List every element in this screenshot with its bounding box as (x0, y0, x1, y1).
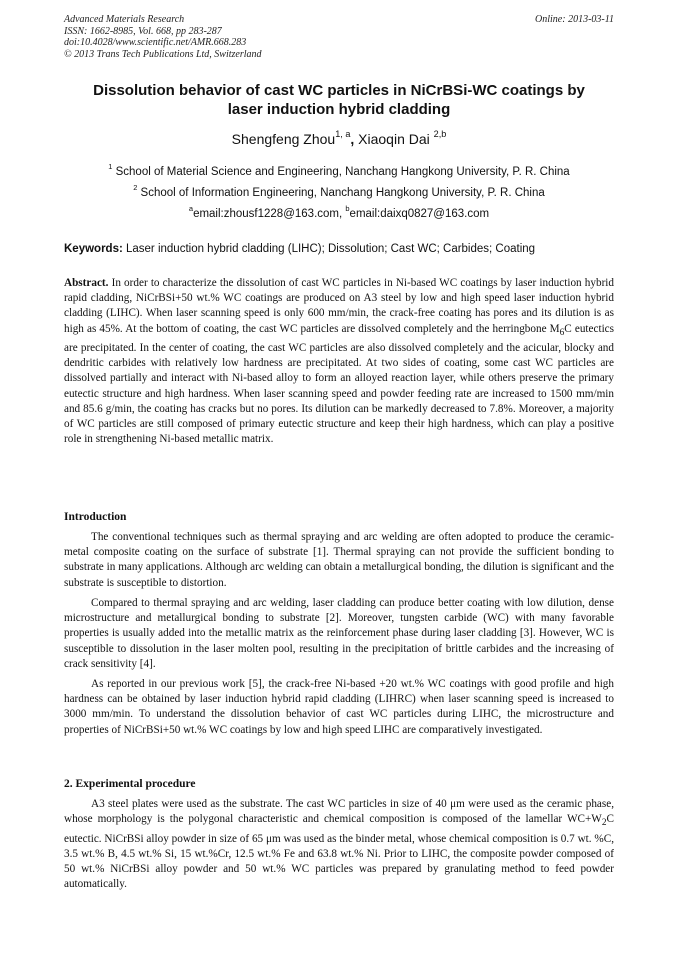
abstract-label: Abstract. (64, 277, 109, 289)
title-line-2: laser induction hybrid cladding (227, 101, 451, 118)
experimental-subscript: 2 (601, 818, 607, 829)
keywords-label: Keywords: (64, 243, 123, 255)
online-date: Online: 2013-03-11 (535, 14, 614, 25)
abstract-text-1: In order to characterize the dissolution of cast WC particles in Ni-based WC coatings by laser induction hybrid rapid cladding, NiCrBSi+50 wt.% WC coatings are produced on A3 steel by low and high speed laser induction hybrid cladding (LIHC). When laser scanning speed is only 600 mm/min, the crack-free coating has pores and its dilution is as high as 45%. At the bottom of coating, the cast WC particles are dissolved completely and the herringbone M (64, 277, 614, 335)
affiliation-2-mark: 2 (133, 183, 138, 193)
author-1: Shengfeng Zhou (231, 131, 336, 147)
abstract (64, 276, 614, 447)
abstract-text-2: C eutectics are precipitated. In the center of coating, the cast WC particles are also dissolved completely and the acicular, blocky and dendritic carbides with relatively low hardness are precipitated. At two sides of coating, some cast WC particles are dissolved partially and interact with Ni-based alloy to form an alloyed reaction layer, while others preserve the primary eutectic structure and high hardness. When laser scanning speed and powder feeding rate are increased to 1500 mm/min and 85.6 g/min, the coating has cracks but no pores. Its dilution can be markedly decreased to 7.8%. Moreover, a majority of WC particles are still composed of primary eutectic structure and keep their high hardness, which can play a positive role in strengthening Ni-based metallic matrix. (64, 322, 614, 446)
affiliation-1-text: School of Material Science and Engineering, Nanchang Hangkong University, P. R. China (112, 166, 570, 178)
email-a-mark: a (188, 204, 194, 214)
author-list (0, 130, 678, 148)
experimental-text-1: A3 steel plates were used as the substrate. The cast WC particles in size of 40 μm were used as the ceramic phase, whose morphology is the polygonal characteristic and chemical composition is composed of the lamellar WC+W (64, 798, 614, 826)
experimental-heading: 2. Experimental procedure (64, 778, 196, 790)
journal-header (64, 14, 262, 60)
author-emails (0, 204, 678, 221)
introduction-paragraph-1: The conventional techniques such as thermal spraying and arc welding are often adopted to produce the ceramic-metal composite coating on the surface of substrate [1]. Thermal spraying can not provide the sufficient bonding to substrate in many applications. Although arc welding can obtain a metallurgical bonding, the dilution is significant and the substrate is susceptible to distortion. (64, 531, 614, 589)
introduction-paragraph-2: Compared to thermal spraying and arc welding, laser cladding can produce better coating with low dilution, dense microstructure and metallurgical bonding to substrate [2]. Moreover, tungsten carbide (WC) with many favorable properties is usually added into the metallic matrix as the reinforcement phase during laser cladding [3]. However, WC is susceptible to dissolution in the laser molten pool, resulting in the precipitation of brittle carbides and the increasing of crack sensitivity [4]. (64, 597, 614, 670)
email-b[interactable]: email:daixq0827@163.com (349, 208, 490, 220)
email-a[interactable]: email:zhousf1228@163.com, (193, 208, 346, 220)
author-2: Xiaoqin Dai (358, 131, 434, 147)
keywords-text: Laser induction hybrid cladding (LIHC); Dissolution; Cast WC; Carbides; Coating (122, 243, 536, 255)
affiliation-1 (0, 162, 678, 179)
affiliation-2 (0, 183, 678, 200)
experimental-paragraph-1 (64, 797, 614, 892)
journal-doi[interactable]: doi:10.4028/www.scientific.net/AMR.668.283 (64, 37, 247, 48)
abstract-subscript: 6 (559, 327, 565, 338)
journal-issn: ISSN: 1662-8985, Vol. 668, pp 283-287 (64, 25, 222, 37)
affiliation-2-text: School of Information Engineering, Nanchang Hangkong University, P. R. China (137, 187, 545, 199)
journal-name: Advanced Materials Research (64, 14, 185, 25)
paper-title (60, 81, 618, 119)
title-line-1: Dissolution behavior of cast WC particles in NiCrBSi-WC coatings by (93, 82, 585, 99)
author-2-affiliation-mark: 2,b (433, 129, 447, 140)
keywords (64, 242, 620, 256)
email-b-mark: b (345, 204, 350, 214)
introduction-heading: Introduction (64, 511, 127, 523)
affiliation-1-mark: 1 (108, 162, 113, 172)
introduction-paragraph-3: As reported in our previous work [5], the crack-free Ni-based +20 wt.% WC coatings with good profile and high hardness can be obtained by laser induction hybrid rapid cladding (LIHRC) when laser scanning speed is increased to 3000 mm/min. To understand the dissolution behavior of cast WC particles during LIHC, the microstructure and properties of NiCrBSi+50 wt.% WC coatings by low and high speed LIHC are comparatively investigated. (64, 678, 614, 736)
experimental-text-2: C eutectic. NiCrBSi alloy powder in size of 65 μm was used as the binder metal, whose chemical composition is 0.7 wt. %C, 3.5 wt.% B, 4.5 wt.% Si, 15 wt.%Cr, 12.5 wt.% Fe and 63.8 wt.% Ni. Prior to LIHC, the composite powder composed of 50 wt.% NiCrBSi alloy powder and 50 wt.% WC particles was prepared by granulating method to feed powder automatically. (64, 813, 614, 891)
journal-copyright: © 2013 Trans Tech Publications Ltd, Switzerland (64, 48, 262, 60)
author-separator: , (350, 131, 359, 147)
author-1-affiliation-mark: 1, a (335, 129, 351, 140)
